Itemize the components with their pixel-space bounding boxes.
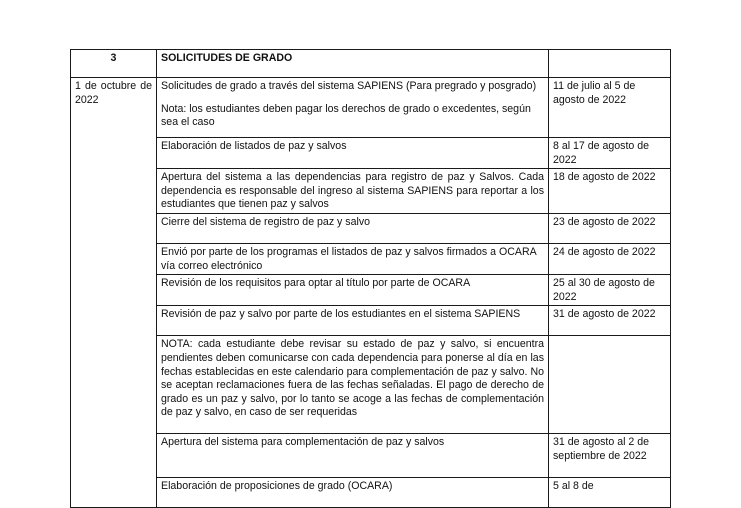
table-row xyxy=(71,275,671,306)
note-cell: NOTA: cada estudiante debe revisar su estado de paz y salvo, si encuentra pendientes deben comunicarse con cada dependencia para ponerse al día en las fechas establecidas en este calendario para complementación de paz y salvo. No se aceptan reclamaciones fuera de las fechas señaladas. El pago de derecho de grado es un paz y salvo, por lo tanto se acoge a las fechas de complementación de paz y salvo, en caso de ser requeridas xyxy=(157,336,549,434)
activity-cell: Revisión de los requisitos para optar al título por parte de OCARA xyxy=(157,275,549,306)
activity-cell: Elaboración de listados de paz y salvos xyxy=(157,138,549,169)
activity-cell: Elaboración de proposiciones de grado (OCARA) xyxy=(157,478,549,508)
section-header-row xyxy=(71,50,671,78)
activity-cell: Cierre del sistema de registro de paz y salvo xyxy=(157,213,549,243)
table-row xyxy=(71,213,671,243)
date-cell: 8 al 17 de agosto de 2022 xyxy=(549,138,671,169)
date-cell xyxy=(549,336,671,434)
activity-note: Nota: los estudiantes deben pagar los derechos de grado o excedentes, según sea el caso xyxy=(161,102,531,129)
table-row xyxy=(71,169,671,214)
group-date-cell: 1 de octubre de 2022 xyxy=(71,78,157,508)
activity-cell: Apertura del sistema para complementación de paz y salvos xyxy=(157,434,549,478)
table-row xyxy=(71,306,671,336)
activity-text: Solicitudes de grado a través del sistema SAPIENS (Para pregrado y posgrado) xyxy=(161,80,537,92)
table-row xyxy=(71,478,671,508)
header-empty-cell xyxy=(549,50,671,78)
table-row xyxy=(71,336,671,434)
table-row xyxy=(71,243,671,274)
table-row xyxy=(71,138,671,169)
date-cell: 25 al 30 de agosto de 2022 xyxy=(549,275,671,306)
graduation-schedule-table xyxy=(70,49,671,508)
table-row xyxy=(71,434,671,478)
date-cell: 24 de agosto de 2022 xyxy=(549,243,671,274)
date-cell: 31 de agosto al 2 de septiembre de 2022 xyxy=(549,434,671,478)
activity-cell: Revisión de paz y salvo por parte de los estudiantes en el sistema SAPIENS xyxy=(157,306,549,336)
section-title: SOLICITUDES DE GRADO xyxy=(157,50,549,78)
date-cell: 23 de agosto de 2022 xyxy=(549,213,671,243)
date-cell: 11 de julio al 5 de agosto de 2022 xyxy=(549,78,671,138)
table-row xyxy=(71,78,671,138)
date-cell: 18 de agosto de 2022 xyxy=(549,169,671,214)
date-cell: 31 de agosto de 2022 xyxy=(549,306,671,336)
date-cell: 5 al 8 de xyxy=(549,478,671,508)
activity-cell xyxy=(157,78,549,138)
activity-cell: Apertura del sistema a las dependencias para registro de paz y Salvos. Cada dependencia es responsable del ingreso al sistema SAPIENS para reportar a los estudiantes que tienen paz y salvos xyxy=(157,169,549,214)
section-number: 3 xyxy=(71,50,157,78)
activity-cell: Envió por parte de los programas el listados de paz y salvos firmados a OCARA vía correo electrónico xyxy=(157,243,549,274)
